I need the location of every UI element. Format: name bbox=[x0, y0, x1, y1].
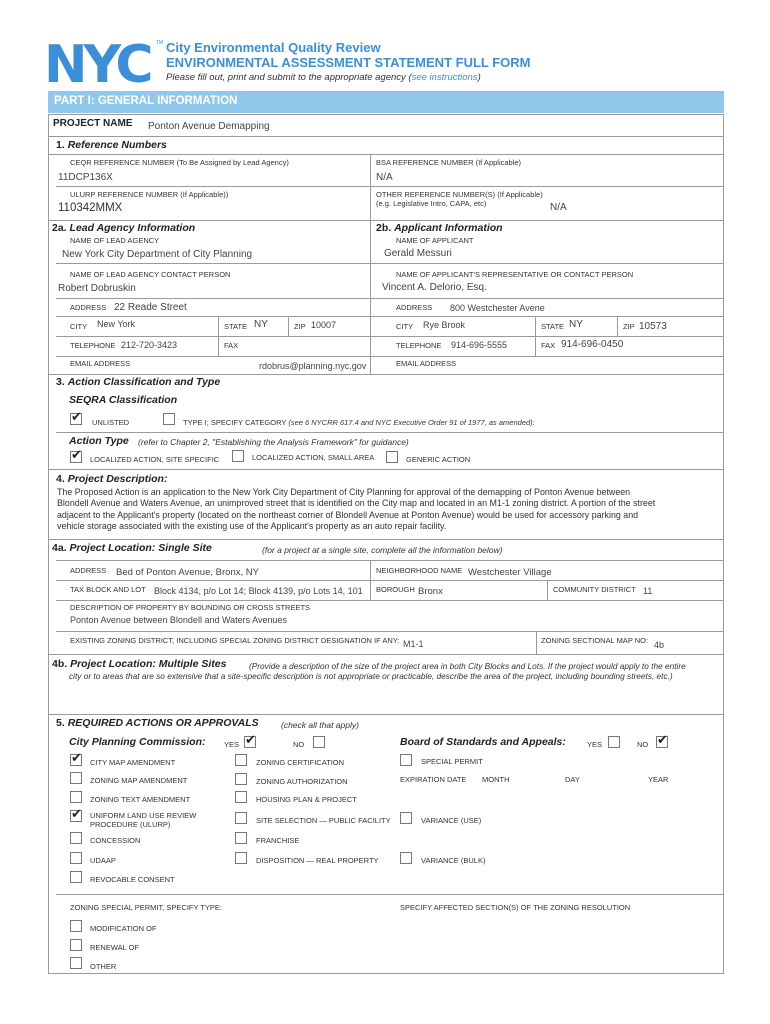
modification-checkbox[interactable] bbox=[70, 920, 82, 932]
lead-zip-label: ZIP bbox=[294, 322, 306, 331]
type1-text: TYPE I; SPECIFY CATEGORY bbox=[183, 418, 287, 427]
sec4a-heading bbox=[52, 542, 212, 554]
seqra-title-text: SEQRA Classification bbox=[69, 394, 178, 406]
year-label: YEAR bbox=[648, 775, 669, 784]
part-title: PART I: GENERAL INFORMATION bbox=[54, 95, 238, 107]
concession-checkbox[interactable] bbox=[70, 832, 82, 844]
concession-label: CONCESSION bbox=[90, 836, 141, 845]
property-desc-field[interactable]: Ponton Avenue between Blondell and Waters Avenues bbox=[70, 615, 287, 625]
type1-label bbox=[183, 418, 535, 427]
disposition-label: DISPOSITION — REAL PROPERTY bbox=[256, 856, 379, 865]
udaap-label: UDAAP bbox=[90, 856, 116, 865]
lead-state-label: STATE bbox=[224, 322, 248, 331]
header-line2: ENVIRONMENTAL ASSESSMENT STATEMENT FULL FORM bbox=[166, 55, 531, 70]
zoning-authorization-label: ZONING AUTHORIZATION bbox=[256, 777, 348, 786]
lead-address-field[interactable]: 22 Reade Street bbox=[114, 302, 187, 313]
variance-bulk-label: VARIANCE (BULK) bbox=[421, 856, 486, 865]
applicant-rep-field[interactable]: Vincent A. Delorio, Esq. bbox=[382, 282, 487, 293]
expiration-date-label: EXPIRATION DATE bbox=[400, 775, 467, 784]
renewal-label: RENEWAL OF bbox=[90, 943, 140, 952]
check-icon: ✔ bbox=[71, 750, 82, 765]
app-state-label: STATE bbox=[541, 322, 565, 331]
sec4-num: 4. bbox=[56, 473, 65, 485]
sec4-heading bbox=[56, 473, 167, 485]
revocable-consent-label: REVOCABLE CONSENT bbox=[90, 875, 175, 884]
type1-checkbox[interactable] bbox=[163, 413, 175, 425]
neighborhood-label: NEIGHBORHOOD NAME bbox=[376, 566, 463, 575]
cpc-title-text: City Planning Commission: bbox=[69, 736, 206, 748]
bsa-title-text: Board of Standards and Appeals: bbox=[400, 736, 566, 748]
description-line: adjacent to the Applicant's property (located on the northeast corner of Blondell Avenue at Ponton Avenue) would be used for accessory parking and bbox=[57, 509, 639, 520]
sec3-title: Action Classification and Type bbox=[67, 376, 221, 388]
project-description-field[interactable] bbox=[57, 487, 721, 533]
sec2b-heading bbox=[376, 222, 503, 234]
lead-tel-field[interactable]: 212-720-3423 bbox=[121, 340, 178, 350]
cpc-yes-label: YES bbox=[224, 740, 240, 749]
cpc-title bbox=[69, 736, 206, 748]
zoning-district-field[interactable]: M1-1 bbox=[403, 639, 424, 649]
app-fax-field[interactable]: 914-696-0450 bbox=[561, 339, 624, 350]
check-icon: ✔ bbox=[71, 447, 82, 462]
ulurp-label: ULURP REFERENCE NUMBER (If Applicable)) bbox=[70, 190, 229, 199]
sec1-heading bbox=[56, 139, 167, 151]
ulurp-field[interactable]: 110342MMX bbox=[58, 202, 123, 214]
unlisted-label: UNLISTED bbox=[92, 418, 130, 427]
disposition-checkbox[interactable] bbox=[235, 852, 247, 864]
lead-email-field[interactable]: rdobrus@planning.nyc.gov bbox=[259, 361, 367, 371]
trademark: TM bbox=[156, 40, 164, 46]
lead-agency-label: NAME OF LEAD AGENCY bbox=[70, 236, 160, 245]
sec1-title: Reference Numbers bbox=[67, 139, 167, 151]
tax-block-label: TAX BLOCK AND LOT bbox=[70, 585, 146, 594]
sec4a-note: (for a project at a single site, complete all the information below) bbox=[262, 545, 503, 555]
bsa-yes-checkbox[interactable] bbox=[608, 736, 620, 748]
localized-site-checkbox[interactable] bbox=[70, 447, 82, 463]
app-tel-field[interactable]: 914-696-5555 bbox=[451, 340, 508, 350]
app-city-field[interactable]: Rye Brook bbox=[423, 320, 466, 330]
sectional-map-label: ZONING SECTIONAL MAP NO: bbox=[541, 636, 649, 645]
sec5-heading bbox=[56, 717, 259, 729]
revocable-consent-checkbox[interactable] bbox=[70, 871, 82, 883]
zoning-certification-label: ZONING CERTIFICATION bbox=[256, 758, 345, 767]
localized-small-checkbox[interactable] bbox=[232, 450, 244, 462]
sec2b-title: Applicant Information bbox=[394, 222, 503, 234]
sec4b-heading bbox=[52, 658, 226, 670]
lead-city-label: CITY bbox=[70, 322, 88, 331]
city-map-amendment-checkbox[interactable] bbox=[70, 750, 82, 766]
cpc-no-label: NO bbox=[293, 740, 305, 749]
variance-use-label: VARIANCE (USE) bbox=[421, 816, 482, 825]
applicant-address-label: ADDRESS bbox=[396, 303, 433, 312]
seqra-title bbox=[69, 394, 177, 406]
day-label: DAY bbox=[565, 775, 580, 784]
lead-contact-field[interactable]: Robert Dobruskin bbox=[58, 283, 136, 294]
zoning-map-amendment-label: ZONING MAP AMENDMENT bbox=[90, 776, 188, 785]
zoning-district-label: EXISTING ZONING DISTRICT, INCLUDING SPECIAL ZONING DISTRICT DESIGNATION IF ANY: bbox=[70, 636, 400, 645]
applicant-rep-label: NAME OF APPLICANT'S REPRESENTATIVE OR CONTACT PERSON bbox=[396, 270, 634, 279]
applicant-field[interactable]: Gerald Messuri bbox=[384, 248, 452, 259]
app-state-field[interactable]: NY bbox=[569, 319, 583, 330]
bsa-ref-field[interactable]: N/A bbox=[376, 172, 393, 183]
cpc-no-checkbox[interactable] bbox=[313, 736, 325, 748]
neighborhood-field[interactable]: Westchester Village bbox=[468, 567, 552, 578]
community-district-label: COMMUNITY DISTRICT bbox=[553, 585, 636, 594]
app-email-label: EMAIL ADDRESS bbox=[396, 359, 457, 368]
lead-address-label: ADDRESS bbox=[70, 303, 107, 312]
udaap-checkbox[interactable] bbox=[70, 852, 82, 864]
renewal-checkbox[interactable] bbox=[70, 939, 82, 951]
localized-site-label: LOCALIZED ACTION, SITE SPECIFIC bbox=[90, 455, 220, 464]
sectional-map-field[interactable]: 4b bbox=[654, 640, 665, 650]
tax-block-field[interactable]: Block 4134, p/o Lot 14; Block 4139, p/o Lots 14, 101 bbox=[154, 586, 363, 596]
check-icon: ✔ bbox=[71, 409, 82, 424]
lead-zip-field[interactable]: 10007 bbox=[311, 320, 337, 330]
sec5-title: REQUIRED ACTIONS OR APPROVALS bbox=[67, 717, 259, 729]
lead-tel-label: TELEPHONE bbox=[70, 341, 116, 350]
housing-plan-checkbox[interactable] bbox=[235, 791, 247, 803]
sec2a-heading bbox=[52, 222, 195, 234]
site-selection-checkbox[interactable] bbox=[235, 812, 247, 824]
multiple-sites-field[interactable] bbox=[56, 684, 720, 712]
site-selection-label: SITE SELECTION — PUBLIC FACILITY bbox=[256, 816, 391, 825]
affected-sections-label: SPECIFY AFFECTED SECTION(S) OF THE ZONING RESOLUTION bbox=[400, 903, 631, 912]
zoning-map-amendment-checkbox[interactable] bbox=[70, 772, 82, 784]
variance-bulk-checkbox[interactable] bbox=[400, 852, 412, 864]
action-type-title bbox=[69, 435, 129, 447]
ulurp-checkbox[interactable] bbox=[70, 806, 82, 822]
applicant-label: NAME OF APPLICANT bbox=[396, 236, 474, 245]
app-tel-label: TELEPHONE bbox=[396, 341, 442, 350]
borough-field[interactable]: Bronx bbox=[418, 586, 443, 597]
zoning-certification-checkbox[interactable] bbox=[235, 754, 247, 766]
other-checkbox[interactable] bbox=[70, 957, 82, 969]
check-icon: ✔ bbox=[71, 806, 82, 821]
other-label: OTHER bbox=[90, 962, 117, 971]
sec4a-title: Project Location: Single Site bbox=[69, 542, 212, 554]
header-line1: City Environmental Quality Review bbox=[166, 40, 381, 55]
month-label: MONTH bbox=[482, 775, 510, 784]
modification-label: MODIFICATION OF bbox=[90, 924, 157, 933]
action-type-text: Action Type bbox=[69, 435, 129, 447]
project-name-label: PROJECT NAME bbox=[53, 118, 133, 129]
ulurp-label-line2: PROCEDURE (ULURP) bbox=[90, 820, 171, 829]
description-line: Blondell Avenue and Waters Avenue, an unimproved street that is identified on the City map and located in an M1-1 zoning district. A portion of the street bbox=[57, 498, 656, 509]
property-desc-label: DESCRIPTION OF PROPERTY BY BOUNDING OR CROSS STREETS bbox=[70, 603, 311, 612]
bsa-title bbox=[400, 736, 566, 748]
site-address-field[interactable]: Bed of Ponton Avenue, Bronx, NY bbox=[116, 567, 259, 578]
bsa-no-label: NO bbox=[637, 740, 649, 749]
zoning-text-amendment-label: ZONING TEXT AMENDMENT bbox=[90, 795, 191, 804]
city-map-amendment-label: CITY MAP AMENDMENT bbox=[90, 758, 176, 767]
nyc-logo bbox=[44, 40, 164, 86]
app-city-label: CITY bbox=[396, 322, 414, 331]
franchise-checkbox[interactable] bbox=[235, 832, 247, 844]
variance-use-checkbox[interactable] bbox=[400, 812, 412, 824]
other-ref-label2: (e.g. Legislative Intro, CAPA, etc) bbox=[376, 199, 487, 208]
description-line: The Proposed Action is an application to the New York City Department of City Planning for approval of the demapping of Ponton Avenue between bbox=[57, 487, 631, 497]
lead-contact-label: NAME OF LEAD AGENCY CONTACT PERSON bbox=[70, 270, 231, 279]
sec2b-num: 2b. bbox=[376, 222, 392, 234]
cpc-yes-checkbox[interactable] bbox=[244, 732, 256, 748]
check-icon: ✔ bbox=[245, 732, 256, 747]
special-permit-checkbox[interactable] bbox=[400, 754, 412, 766]
localized-small-label: LOCALIZED ACTION, SMALL AREA bbox=[252, 453, 375, 462]
action-type-note: (refer to Chapter 2, "Establishing the Analysis Framework" for guidance) bbox=[138, 437, 409, 447]
sec4-title: Project Description: bbox=[67, 473, 168, 485]
sec4b-note1: (Provide a description of the size of the project area in both City Blocks and Lots. If the project would apply to the entire bbox=[249, 661, 686, 671]
ceqr-field[interactable]: 11DCP136X bbox=[58, 172, 113, 183]
sec2a-title: Lead Agency Information bbox=[69, 222, 196, 234]
ceqr-label: CEQR REFERENCE NUMBER (To Be Assigned by Lead Agency) bbox=[70, 158, 289, 167]
other-ref-label1: OTHER REFERENCE NUMBER(S) (If Applicable) bbox=[376, 190, 543, 199]
app-zip-label: ZIP bbox=[623, 322, 635, 331]
sec4a-num: 4a. bbox=[52, 542, 67, 554]
sec5-note: (check all that apply) bbox=[281, 720, 359, 730]
generic-checkbox[interactable] bbox=[386, 451, 398, 463]
logo-text: NYC bbox=[44, 40, 150, 86]
zoning-authorization-checkbox[interactable] bbox=[235, 773, 247, 785]
sec1-num: 1. bbox=[56, 139, 65, 151]
site-address-label: ADDRESS bbox=[70, 566, 107, 575]
instructions-link[interactable]: see instructions bbox=[411, 72, 478, 83]
lead-agency-field[interactable]: New York City Department of City Planning bbox=[62, 249, 253, 260]
project-name-field[interactable]: Ponton Avenue Demapping bbox=[148, 121, 270, 132]
sec5-num: 5. bbox=[56, 717, 65, 729]
sec4b-num: 4b. bbox=[52, 658, 68, 670]
sec4b-note2: city or to areas that are so extensive that a site-specific description is not appropriate or practicable, describe the area of the project, including bounding streets, etc.) bbox=[69, 671, 673, 681]
community-district-field[interactable]: 11 bbox=[643, 586, 653, 596]
lead-city-field[interactable]: New York bbox=[97, 319, 136, 329]
type1-note: (see 6 NYCRR 617.4 and NYC Executive Order 91 of 1977, as amended): bbox=[288, 418, 535, 427]
lead-email-label: EMAIL ADDRESS bbox=[70, 359, 131, 368]
lead-state-field[interactable]: NY bbox=[254, 319, 268, 330]
check-icon: ✔ bbox=[657, 732, 668, 747]
sec3-num: 3. bbox=[56, 376, 65, 388]
generic-label: GENERIC ACTION bbox=[406, 455, 471, 464]
header-line3 bbox=[166, 72, 481, 83]
applicant-address-field[interactable]: 800 Westchester Avene bbox=[450, 303, 545, 313]
app-fax-label: FAX bbox=[541, 341, 556, 350]
header-line3-prefix: Please fill out, print and submit to the appropriate agency ( bbox=[166, 72, 412, 83]
zoning-text-amendment-checkbox[interactable] bbox=[70, 791, 82, 803]
bsa-no-checkbox[interactable] bbox=[656, 732, 668, 748]
sec2a-num: 2a. bbox=[52, 222, 67, 234]
unlisted-checkbox[interactable] bbox=[70, 409, 82, 425]
housing-plan-label: HOUSING PLAN & PROJECT bbox=[256, 795, 357, 804]
special-permit-label: SPECIAL PERMIT bbox=[421, 757, 483, 766]
zoning-special-permit-label: ZONING SPECIAL PERMIT, SPECIFY TYPE: bbox=[70, 903, 222, 912]
bsa-yes-label: YES bbox=[587, 740, 603, 749]
lead-fax-label: FAX bbox=[224, 341, 239, 350]
sec4b-title: Project Location: Multiple Sites bbox=[70, 658, 227, 670]
borough-label: BOROUGH bbox=[376, 585, 415, 594]
sec3-heading bbox=[56, 376, 220, 388]
app-zip-field[interactable]: 10573 bbox=[639, 321, 667, 332]
header-line3-suffix: ) bbox=[477, 72, 481, 83]
description-line: vehicle storage associated with the existing use of the Applicant's property as an auto repair facility. bbox=[57, 521, 447, 532]
franchise-label: FRANCHISE bbox=[256, 836, 300, 845]
part-banner bbox=[48, 91, 724, 113]
ulurp-label-line1: UNIFORM LAND USE REVIEW bbox=[90, 811, 197, 820]
bsa-ref-label: BSA REFERENCE NUMBER (If Applicable) bbox=[376, 158, 522, 167]
other-ref-field[interactable]: N/A bbox=[550, 202, 567, 213]
